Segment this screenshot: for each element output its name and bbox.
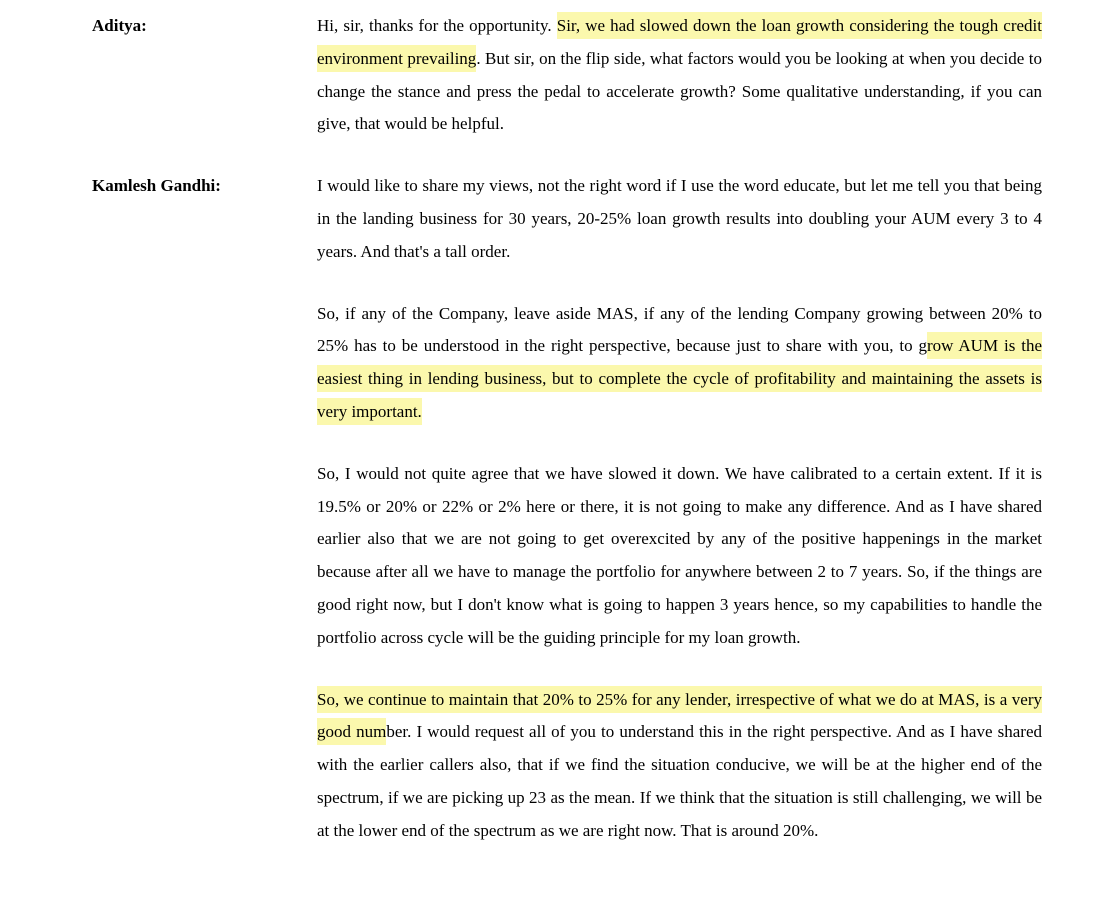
speaker-name: Aditya: [92, 16, 147, 35]
speaker-paragraphs [317, 10, 1042, 170]
transcript [92, 10, 1042, 877]
paragraph [317, 10, 1042, 141]
speaker-paragraphs [317, 170, 1042, 876]
paragraph [317, 458, 1042, 655]
paragraph-text: I would like to share my views, not the right word if I use the word educate, but let me tell you that being in the landing business for 30 years, 20-25% loan growth results into doubling your AUM every 3 to 4 years. And that's a tall order. [317, 176, 1042, 261]
highlighted-text: row AUM is the easiest thing in lending business, but to complete the cycle of profitability and maintaining the assets is very important. [317, 332, 1042, 425]
transcript-entry [92, 170, 1042, 876]
paragraph-text: So, if any of the Company, leave aside MAS, if any of the lending Company growing between 20% to 25% has to be understood in the right perspective, because just to share with you, to g [317, 303, 1042, 356]
highlighted-text: Sir, we had slowed down the loan growth considering the tough credit environment prevailing [317, 12, 1042, 72]
paragraph-text: ber. I would request all of you to understand this in the right perspective. And as I have shared with the earlier callers also, that if we find the situation conducive, we will be at the higher end of the spectrum, if we are picking up 23 as the mean. If we think that the situation is still challenging, we will be at the lower end of the spectrum as we are right now. That is around 20%. [317, 722, 1042, 840]
paragraph [317, 170, 1042, 268]
paragraph-text: Hi, sir, thanks for the opportunity. [317, 16, 557, 35]
paragraph [317, 684, 1042, 848]
highlighted-text: So, we continue to maintain that 20% to 25% for any lender, irrespective of what we do at MAS, is a very good num [317, 686, 1042, 746]
paragraph [317, 298, 1042, 429]
paragraph-text: . But sir, on the flip side, what factors would you be looking at when you decide to change the stance and press the pedal to accelerate growth? Some qualitative understanding, if you can give, that would be helpful. [317, 48, 1043, 134]
transcript-entry [92, 10, 1042, 170]
paragraph-text: So, I would not quite agree that we have slowed it down. We have calibrated to a certain extent. If it is 19.5% or 20% or 22% or 2% here or there, it is not going to make any difference. And as I have shared earlier also that we are not going to get overexcited by any of the positive happenings in the market because after all we have to manage the portfolio for anywhere between 2 to 7 years. So, if the things are good right now, but I don't know what is going to happen 3 years hence, so my capabilities to handle the portfolio across cycle will be the guiding principle for my loan growth. [317, 463, 1042, 647]
speaker-name: Kamlesh Gandhi: [92, 176, 221, 196]
